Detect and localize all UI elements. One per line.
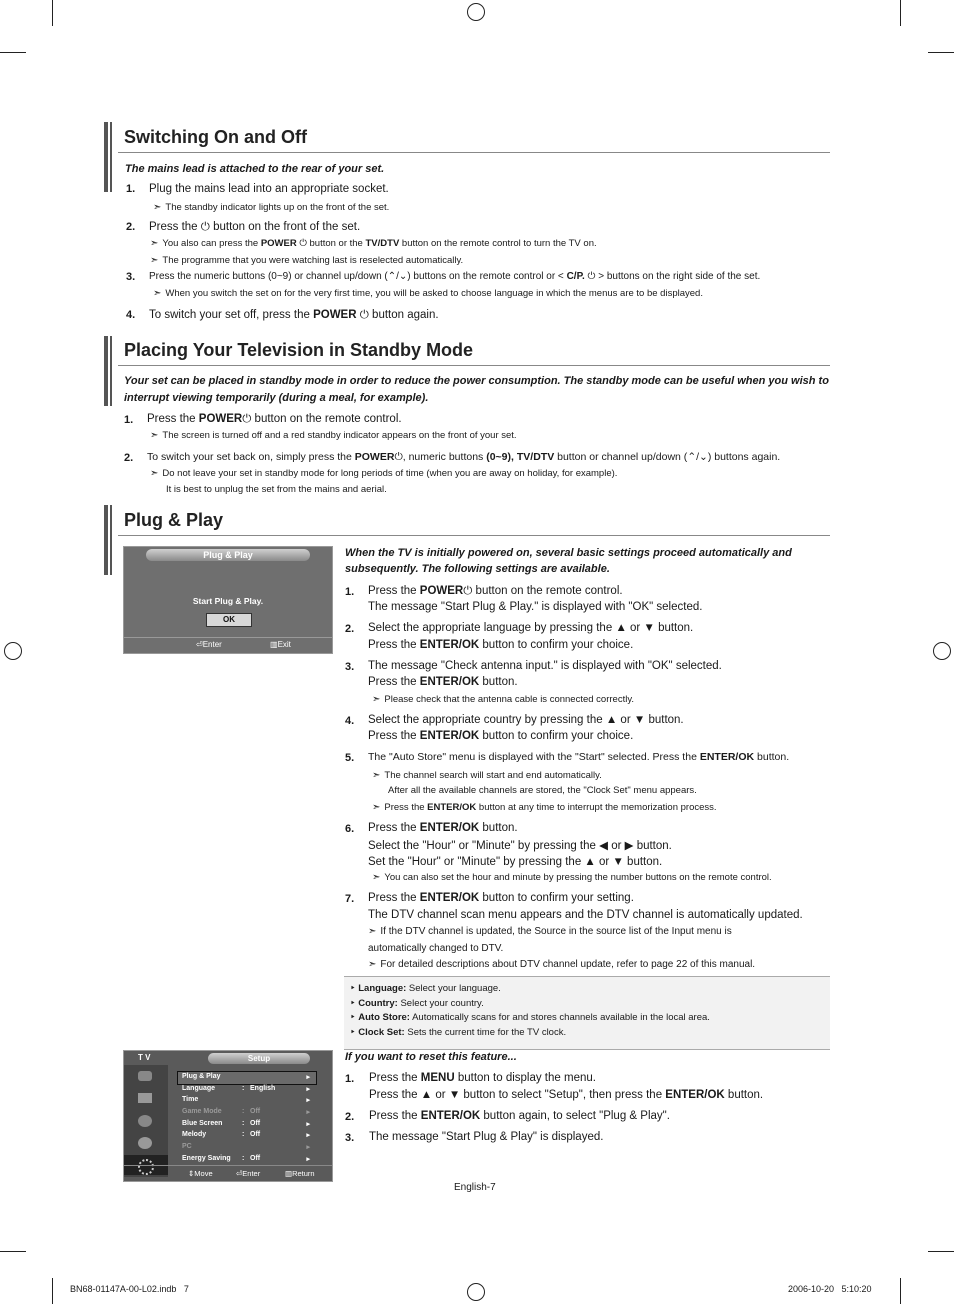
note: ➣ When you switch the set on for the very first time, you will be asked to choose language in which the menus are to be displayed. xyxy=(153,288,703,299)
step-text: The DTV channel scan menu appears and the DTV channel is automatically updated. xyxy=(368,909,803,921)
step-number: 4. xyxy=(345,715,355,727)
step-number: 4. xyxy=(126,309,136,321)
return-hint: ▥Return xyxy=(285,1169,315,1178)
step-text: To switch your set back on, simply press the POWER⏻, numeric buttons (0~9), TV/DTV button or channel up/down (⌃/⌄) buttons again. xyxy=(147,451,781,463)
registration-mark-icon xyxy=(467,3,485,21)
exit-icon: ▥ xyxy=(270,640,278,649)
down-arrow-icon: ▼ xyxy=(612,856,624,868)
step-text: Press the ENTER/OK button again, to select "Plug & Play". xyxy=(369,1110,670,1122)
up-arrow-icon: ▲ xyxy=(605,714,618,726)
down-arrow-icon: ▼ xyxy=(448,1089,461,1101)
menu-row[interactable]: Language : English ▸ xyxy=(182,1085,310,1093)
power-icon: ⏻ xyxy=(394,451,403,463)
enter-hint: ⏎Enter xyxy=(236,1169,261,1178)
summary-item: ‣ Auto Store: Automatically scans for and stores channels available in the local area. xyxy=(350,1012,710,1023)
power-icon: ⏻ xyxy=(242,413,252,425)
step-number: 2. xyxy=(345,623,355,635)
gear-icon xyxy=(138,1159,154,1175)
osd-tab: Plug & Play xyxy=(146,549,310,561)
menu-row[interactable]: Time ▸ xyxy=(182,1096,310,1104)
power-icon: ⏻ xyxy=(463,585,473,597)
step-number: 3. xyxy=(345,1132,355,1144)
step-text: The message "Start Plug & Play." is displayed with "OK" selected. xyxy=(368,601,703,613)
enter-icon: ⏎ xyxy=(196,640,203,649)
registration-mark-icon xyxy=(4,642,22,660)
picture-icon xyxy=(138,1071,152,1081)
chevron-right-icon: ▸ xyxy=(306,1097,310,1104)
note: ➣ You can also set the hour and minute by pressing the number buttons on the remote control. xyxy=(372,872,772,883)
step-text: Press the MENU button to display the menu. xyxy=(369,1072,596,1084)
print-date: 2006-10-20 5:10:20 xyxy=(788,1284,872,1294)
enter-hint: ⏎Enter xyxy=(196,640,222,649)
note: ➣ Do not leave your set in standby mode for long periods of time (when you are away on holiday, for example). xyxy=(150,468,618,479)
step-text: Press the ⏻ button on the front of the set. xyxy=(149,221,361,233)
registration-mark-icon xyxy=(933,642,951,660)
note: After all the available channels are stored, the "Clock Set" menu appears. xyxy=(388,785,697,796)
chevron-right-icon: ▸ xyxy=(306,1156,310,1163)
note: ➣ Press the ENTER/OK button at any time to interrupt the memorization process. xyxy=(372,802,717,813)
registration-mark-icon xyxy=(467,1283,485,1301)
up-arrow-icon: ▲ xyxy=(584,856,596,868)
menu-row[interactable]: Blue Screen : Off ▸ xyxy=(182,1120,310,1128)
step-text: Press the ENTER/OK button. xyxy=(368,676,518,688)
page-number: English-7 xyxy=(454,1182,496,1193)
step-number: 3. xyxy=(126,271,136,283)
step-text: Select the appropriate country by pressing the ▲ or ▼ button. xyxy=(368,714,684,726)
enter-icon: ⏎ xyxy=(236,1169,243,1178)
note: ➣ The screen is turned off and a red standby indicator appears on the front of your set. xyxy=(150,430,517,441)
summary-list xyxy=(350,982,710,1040)
step-text: Press the ENTER/OK button. xyxy=(368,822,518,834)
note: automatically changed to DTV. xyxy=(368,943,504,954)
channel-updown-icon: ⌃/⌄ xyxy=(687,451,708,463)
note: It is best to unplug the set from the mains and aerial. xyxy=(166,484,387,495)
arrow-icon: ➣ xyxy=(153,202,162,213)
step-number: 2. xyxy=(345,1111,355,1123)
note: ➣ The standby indicator lights up on the front of the set. xyxy=(153,202,390,213)
step-number: 2. xyxy=(124,452,134,464)
step-text: Press the ▲ or ▼ button to select "Setup", then press the ENTER/OK button. xyxy=(369,1089,764,1101)
channel-updown-icon: ⌃/⌄ xyxy=(387,271,408,282)
menu-row[interactable]: Game Mode : Off ▸ xyxy=(182,1108,310,1116)
menu-row[interactable]: Plug & Play ▸ xyxy=(182,1073,310,1081)
step-text: To switch your set off, press the POWER ⏻ button again. xyxy=(149,309,439,321)
exit-hint: ▥Exit xyxy=(270,640,291,649)
note: ➣ The programme that you were watching last is reselected automatically. xyxy=(150,255,464,266)
chevron-right-icon: ▸ xyxy=(306,1144,310,1151)
updown-icon: ⇕ xyxy=(188,1169,195,1178)
step-text: Press the ENTER/OK button to confirm your choice. xyxy=(368,730,634,742)
intro-text: When the TV is initially powered on, several basic settings proceed automatically and xyxy=(345,547,792,559)
step-number: 1. xyxy=(124,414,134,426)
note: ➣ Please check that the antenna cable is connected correctly. xyxy=(372,694,635,705)
step-text: Set the "Hour" or "Minute" by pressing the ▲ or ▼ button. xyxy=(368,856,663,868)
down-arrow-icon: ▼ xyxy=(633,714,646,726)
step-number: 1. xyxy=(126,183,136,195)
section-title-standby: Placing Your Television in Standby Mode xyxy=(124,340,474,360)
step-number: 6. xyxy=(345,823,355,835)
intro-text: interrupt viewing temporarily (during a meal, for example). xyxy=(124,392,429,404)
intro-text: subsequently. The following settings are available. xyxy=(345,563,610,575)
step-text: Press the ENTER/OK button to confirm your choice. xyxy=(368,639,634,651)
summary-item: ‣ Country: Select your country. xyxy=(350,997,484,1009)
chevron-right-icon: ▸ xyxy=(306,1086,310,1093)
section-title-switching: Switching On and Off xyxy=(124,127,307,147)
channel-icon xyxy=(138,1115,152,1127)
step-text: Press the POWER⏻ button on the remote control. xyxy=(147,413,402,425)
section-title-plug: Plug & Play xyxy=(124,510,224,530)
ok-button[interactable]: OK xyxy=(206,613,252,627)
step-number: 2. xyxy=(126,221,136,233)
step-text: The message "Start Plug & Play" is displayed. xyxy=(369,1131,604,1143)
summary-item: ‣ Language: Select your language. xyxy=(350,983,501,994)
step-text: Select the appropriate language by pressing the ▲ or ▼ button. xyxy=(368,622,694,634)
step-text: Press the ENTER/OK button to confirm your setting. xyxy=(368,892,634,904)
settings-summary-box xyxy=(344,976,830,1050)
menu-row[interactable]: Melody : Off ▸ xyxy=(182,1131,310,1139)
menu-row[interactable]: PC ▸ xyxy=(182,1143,310,1151)
chevron-right-icon: ▸ xyxy=(306,1074,310,1081)
note: ➣ You also can press the POWER ⏻ button or the TV/DTV button on the remote control to turn the TV on. xyxy=(150,238,597,249)
osd-message: Start Plug & Play. xyxy=(192,596,264,606)
osd-tab: Setup xyxy=(208,1053,310,1064)
step-number: 5. xyxy=(345,752,355,764)
osd-tv-label: T V xyxy=(138,1053,151,1062)
intro-text: Your set can be placed in standby mode in order to reduce the power consumption. The standby mode can be useful when you wish to xyxy=(124,375,829,387)
input-icon xyxy=(138,1137,152,1149)
step-text: The message "Check antenna input." is displayed with "OK" selected. xyxy=(368,660,722,672)
step-number: 1. xyxy=(345,586,355,598)
sound-icon xyxy=(138,1093,152,1103)
step-text: Select the "Hour" or "Minute" by pressing the ◀ or ▶ button. xyxy=(368,840,672,852)
step-number: 1. xyxy=(345,1073,355,1085)
note: ➣ The channel search will start and end automatically. xyxy=(372,770,602,781)
step-text: Press the numeric buttons (0~9) or channel up/down (⌃/⌄) buttons on the remote control or < C/P. ⏻ > buttons on the right side of the set. xyxy=(149,271,761,282)
up-arrow-icon: ▲ xyxy=(615,622,627,634)
step-text: Plug the mains lead into an appropriate socket. xyxy=(149,183,389,195)
chevron-right-icon: ▸ xyxy=(306,1109,310,1116)
chevron-right-icon: ▸ xyxy=(306,1132,310,1139)
step-text: Press the POWER⏻ button on the remote control. xyxy=(368,585,623,597)
power-icon: ⏻ xyxy=(299,238,307,249)
file-name: BN68-01147A-00-L02.indb 7 xyxy=(70,1284,189,1294)
power-icon: ⏻ xyxy=(359,309,369,321)
up-arrow-icon: ▲ xyxy=(420,1089,433,1101)
intro-text: The mains lead is attached to the rear of your set. xyxy=(125,163,385,175)
return-icon: ▥ xyxy=(285,1169,293,1178)
down-arrow-icon: ▼ xyxy=(643,622,655,634)
note: ➣ If the DTV channel is updated, the Source in the source list of the Input menu is xyxy=(368,926,732,937)
left-arrow-icon: ◀ xyxy=(599,840,608,852)
osd-plug-and-play xyxy=(123,546,333,654)
summary-item: ‣ Clock Set: Sets the current time for the TV clock. xyxy=(350,1026,567,1038)
move-hint: ⇕Move xyxy=(188,1169,213,1178)
reset-title: If you want to reset this feature... xyxy=(345,1051,517,1063)
menu-row[interactable]: Energy Saving : Off ▸ xyxy=(182,1155,310,1163)
step-text: The "Auto Store" menu is displayed with the "Start" selected. Press the ENTER/OK button. xyxy=(368,751,790,763)
step-number: 3. xyxy=(345,661,355,673)
power-icon: ⏻ xyxy=(200,221,210,233)
chevron-right-icon: ▸ xyxy=(306,1121,310,1128)
note: ➣ For detailed descriptions about DTV channel update, refer to page 22 of this manual. xyxy=(368,959,756,970)
step-number: 7. xyxy=(345,893,355,905)
right-arrow-icon: ▶ xyxy=(624,840,634,852)
